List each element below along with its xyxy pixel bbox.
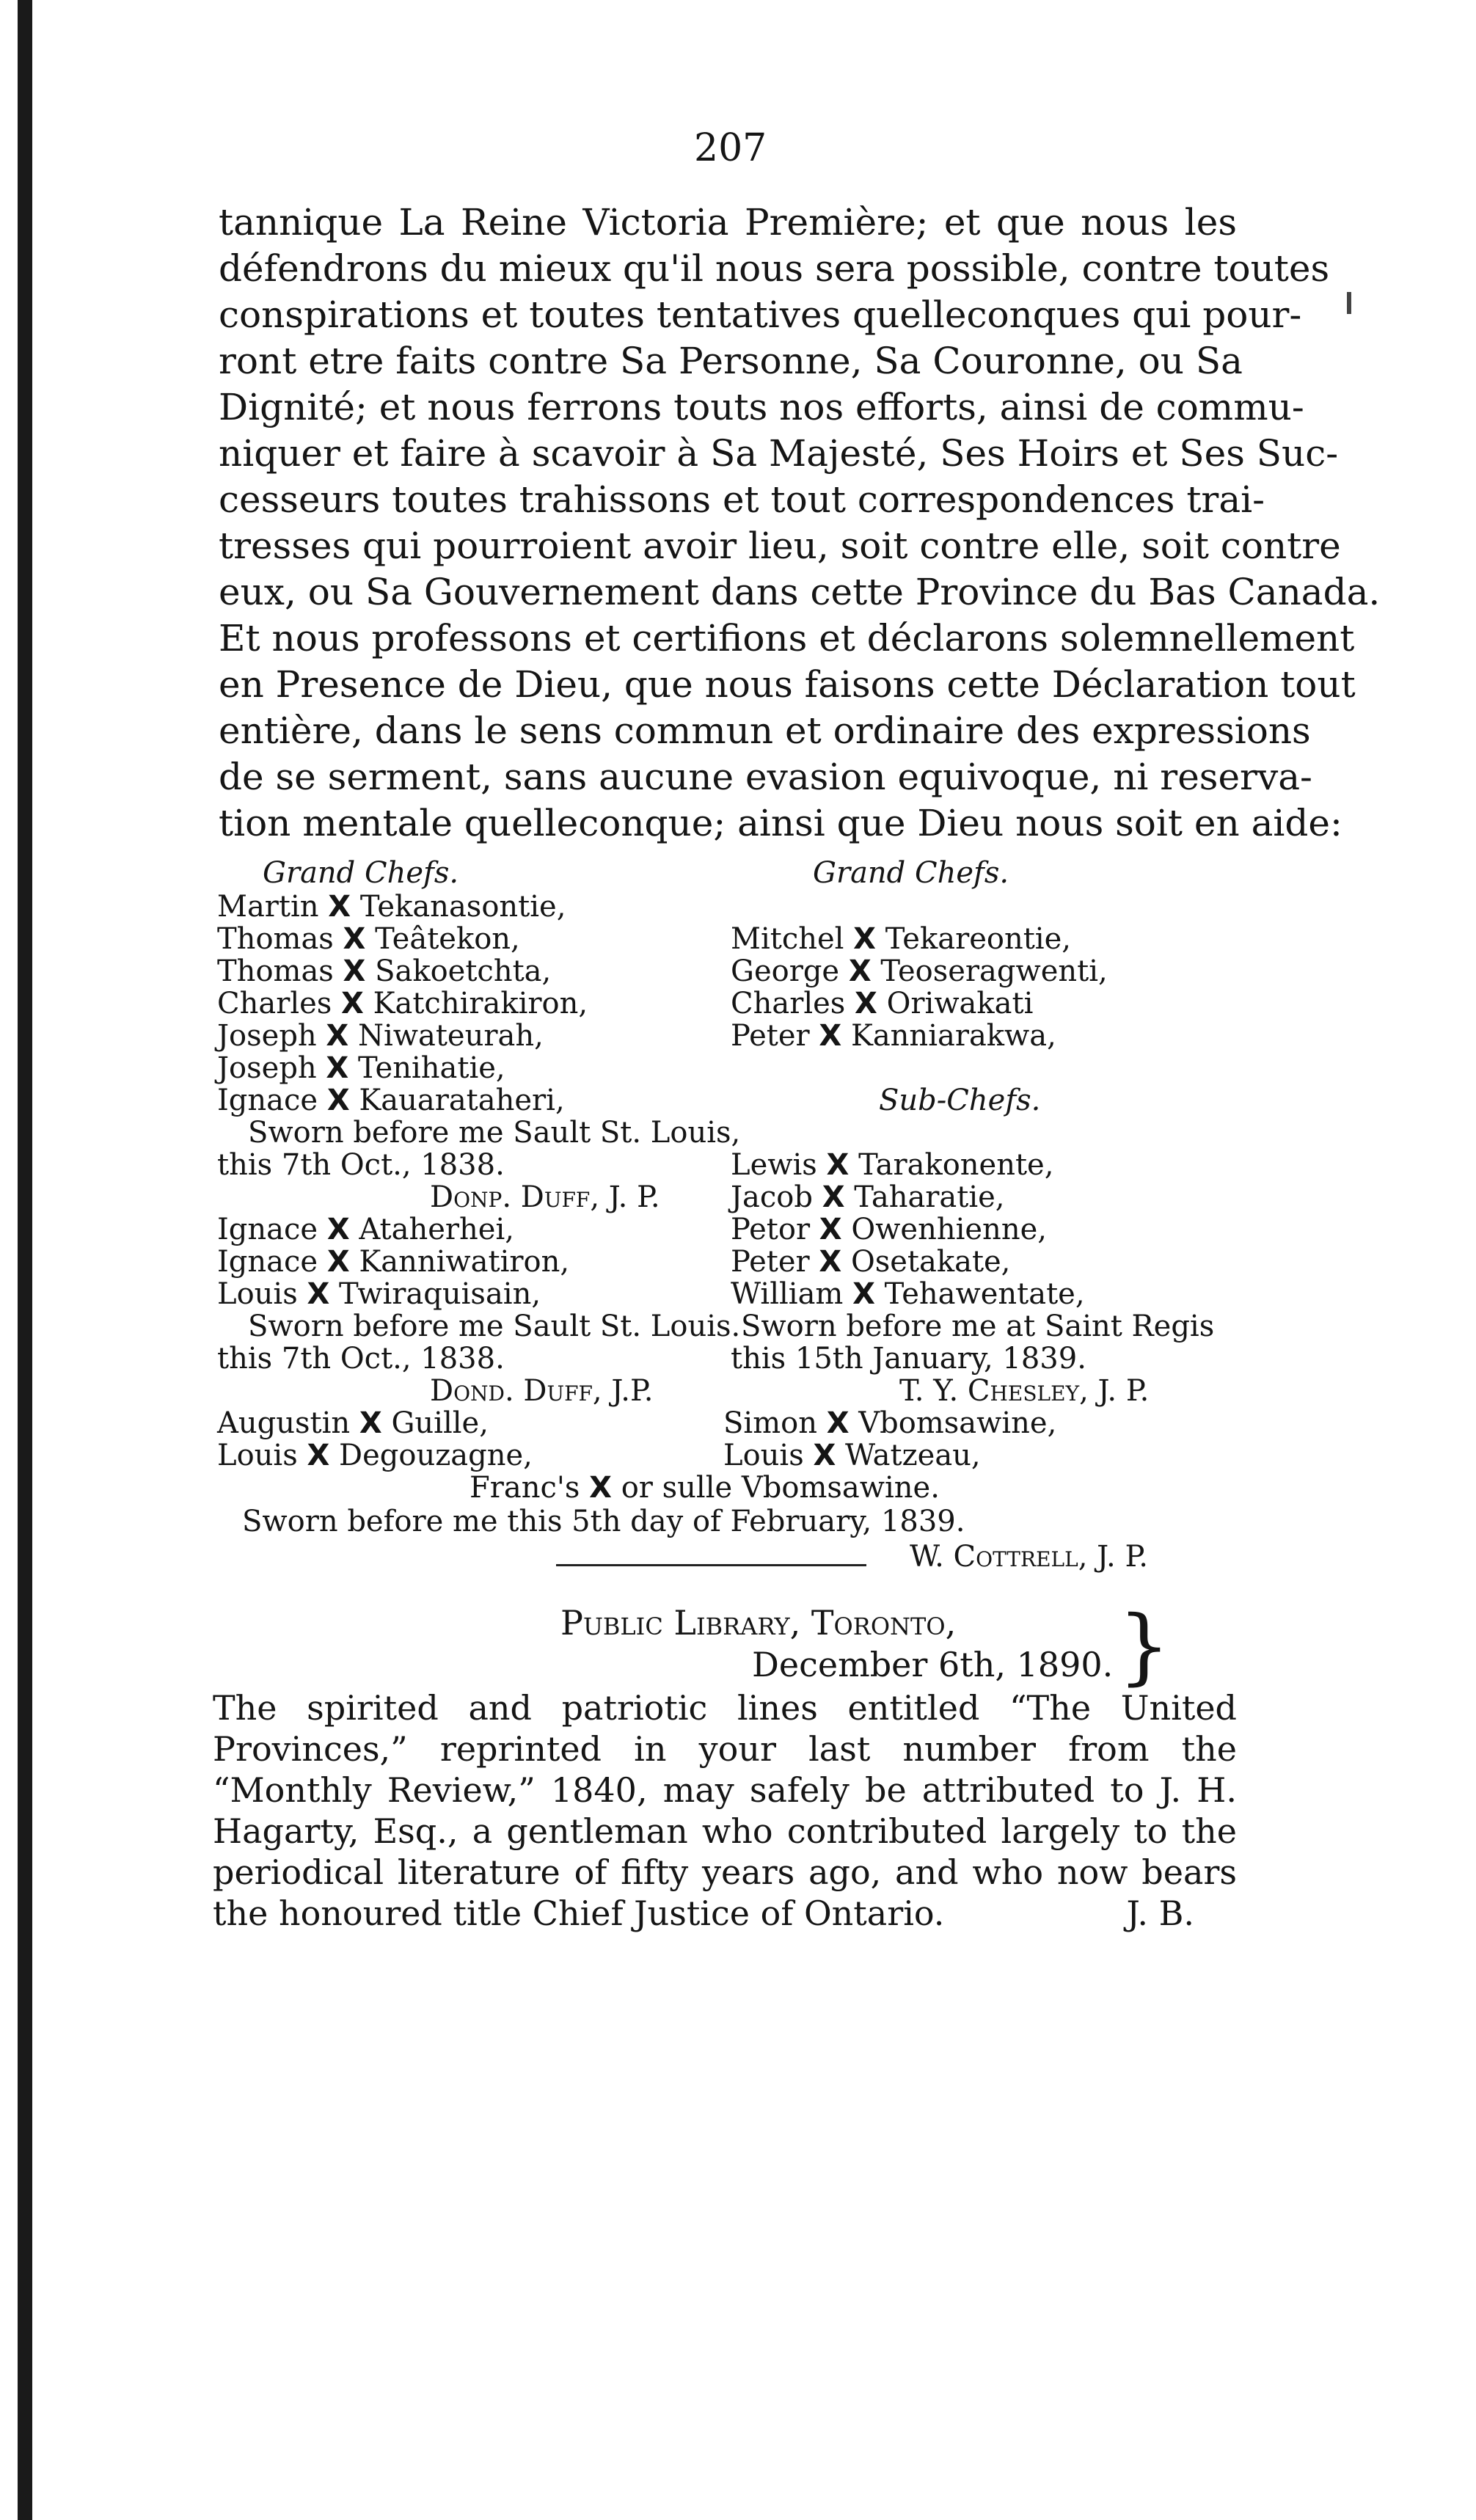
right-column-header: Grand Chefs. [813,856,1009,890]
text-line: the honoured title Chief Justice of Ontario. [213,1893,945,1933]
signatory: Petor X Owenhienne, [731,1213,1047,1246]
mark-x: X [341,987,364,1020]
mark-x: X [852,1277,875,1311]
text-line: “Monthly Review,” 1840, may safely be attributed to J. H. [213,1770,1237,1810]
mark-x: X [307,1439,330,1472]
mark-x: X [326,1213,350,1246]
mark-x: X [326,1051,349,1085]
mark-x: X [853,922,877,956]
letter-paragraph [213,1687,1237,1934]
signatory: Ignace X Kauarataheri, [217,1084,565,1117]
text-line: conspirations et toutes tentatives quelleconques qui pour- [219,293,1302,336]
signatory: Louis X Watzeau, [723,1439,981,1472]
signatory: Louis X Degouzagne, [217,1439,533,1472]
mark-x: X [343,954,366,988]
mark-x: X [307,1277,330,1311]
text-line: tion mentale quelleconque; ainsi que Dieu nous soit en aide: [219,802,1342,844]
signatory: Peter X Osetakate, [731,1245,1011,1279]
text-line: Hagarty, Esq., a gentleman who contributed largely to the [213,1811,1237,1851]
mark-x: X [826,1406,850,1440]
mark-x: X [855,987,877,1020]
mark-x: X [819,1245,842,1279]
mark-x: X [813,1439,836,1472]
signatory: Ignace X Ataherhei, [217,1213,514,1246]
text-line: ront etre faits contre Sa Personne, Sa Couronne, ou Sa [219,340,1243,382]
signatory: George X Teoseragwenti, [731,954,1108,988]
page-number: 207 [694,126,767,170]
signatory: Franc's X or sulle Vbomsawine. [470,1471,940,1505]
text-line: Dignité; et nous ferrons touts nos efforts, ainsi de commu- [219,386,1304,428]
justice-signature: Donp. Duff, J. P. [430,1180,660,1214]
signatory: Mitchel X Tekareontie, [731,922,1071,956]
left-column-header: Grand Chefs. [263,856,459,890]
mark-x: X [819,1019,842,1053]
section-divider [556,1564,866,1566]
mark-x: X [848,954,872,988]
mark-x: X [822,1180,845,1214]
library-dateline-date: December 6th, 1890. [752,1645,1114,1684]
signatory: Augustin X Guille, [217,1406,489,1440]
signatory: Charles X Oriwakati [731,987,1034,1020]
text-line: periodical literature of fifty years ago, and who now bears [213,1852,1237,1892]
text-line: défendrons du mieux qu'il nous sera possible, contre toutes [219,247,1330,290]
text-line: tannique La Reine Victoria Première; et que nous les [219,201,1237,244]
text-line: de se serment, sans aucune evasion equivoque, ni reserva- [219,756,1312,798]
page-binding-edge [18,0,32,2520]
mark-x: X [326,1019,349,1053]
signatory: Lewis X Tarakonente, [731,1148,1054,1182]
mark-x: X [343,922,366,956]
text-line: niquer et faire à scavoir à Sa Majesté, Ses Hoirs et Ses Suc- [219,432,1339,475]
signatory: Joseph X Tenihatie, [217,1051,505,1085]
sub-chefs-header: Sub-Chefs. [879,1084,1041,1117]
mark-x: X [326,1084,350,1117]
mark-x: X [589,1471,612,1505]
text-line-final [213,1893,1237,1934]
signatory: Joseph X Niwateurah, [217,1019,544,1053]
mark-x: X [328,890,351,924]
sworn-date: this 15th January, 1839. [731,1342,1086,1376]
mark-x: X [326,1245,350,1279]
mark-x: X [819,1213,842,1246]
justice-signature: W. Cottrell, J. P. [910,1540,1149,1574]
oath-paragraph [219,200,1381,847]
sworn-statement: Sworn before me Sault St. Louis, [248,1116,741,1150]
signatory: Thomas X Sakoetchta, [217,954,552,988]
signatory: Jacob X Taharatie, [731,1180,1005,1214]
signatory: Thomas X Teâtekon, [217,922,520,956]
justice-signature: T. Y. Chesley, J. P. [899,1374,1150,1408]
sworn-statement: Sworn before me at Saint Regis [741,1310,1215,1343]
sworn-statement: Sworn before me this 5th day of February, 1839. [242,1505,965,1538]
letter-signature: J. B. [1126,1893,1194,1933]
text-line: entière, dans le sens commun et ordinaire des expressions [219,709,1311,752]
sworn-date: this 7th Oct., 1838. [217,1148,505,1182]
text-line: tresses qui pourroient avoir lieu, soit contre elle, soit contre [219,525,1341,567]
signatory: Martin X Tekanasontie, [217,890,566,924]
text-line: Et nous professons et certifions et déclarons solemnellement [219,617,1355,660]
text-line: cesseurs toutes trahissons et tout correspondences trai- [219,478,1265,521]
text-line: Provinces,” reprinted in your last number from the [213,1729,1237,1769]
text-line: en Presence de Dieu, que nous faisons cette Déclaration tout [219,663,1356,706]
right-brace-glyph: } [1118,1599,1171,1694]
library-dateline-place: Public Library, Toronto, [560,1603,957,1643]
signatory: Simon X Vbomsawine, [723,1406,1057,1440]
scan-speck [1347,292,1351,314]
mark-x: X [826,1148,850,1182]
sworn-statement: Sworn before me Sault St. Louis. [248,1310,741,1343]
mark-x: X [359,1406,382,1440]
text-line: eux, ou Sa Gouvernement dans cette Province du Bas Canada. [219,571,1381,613]
signatory: Ignace X Kanniwatiron, [217,1245,570,1279]
text-line: The spirited and patriotic lines entitled “The United [213,1688,1237,1728]
signatory: William X Tehawentate, [731,1277,1085,1311]
sworn-date: this 7th Oct., 1838. [217,1342,505,1376]
signatory: Charles X Katchirakiron, [217,987,588,1020]
justice-signature: Dond. Duff, J.P. [430,1374,654,1408]
signatory: Peter X Kanniarakwa, [731,1019,1056,1053]
signatory: Louis X Twiraquisain, [217,1277,541,1311]
